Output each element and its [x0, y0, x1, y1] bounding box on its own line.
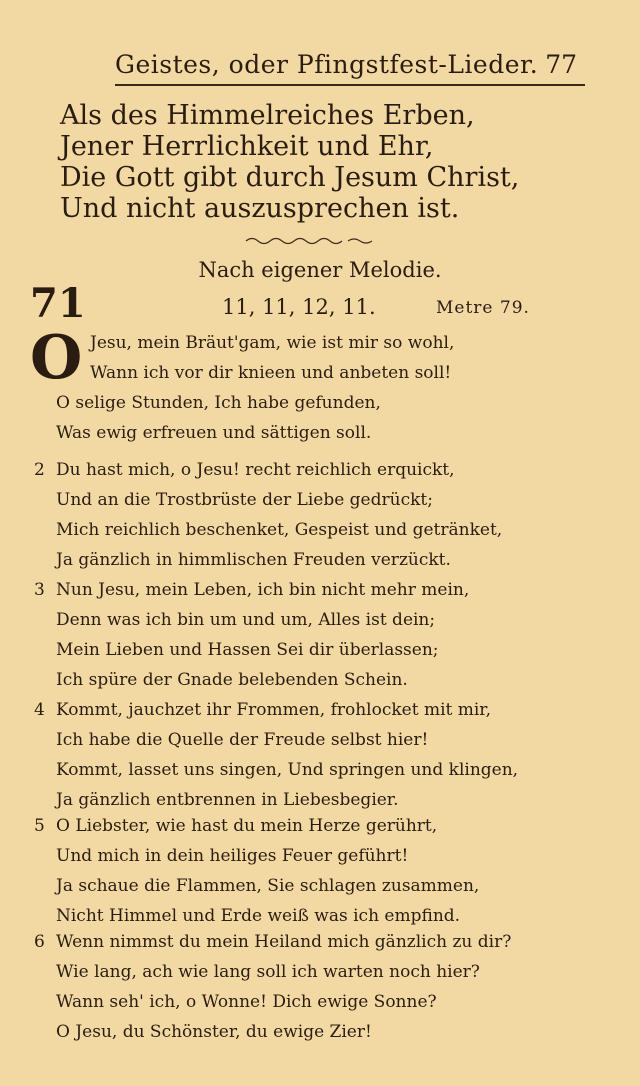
stanza-line: Mein Lieben und Hassen Sei dir überlassen;: [56, 640, 439, 660]
stanza-line: Kommt, jauchzet ihr Frommen, frohlocket mit mir,: [56, 700, 491, 720]
drop-cap: O: [30, 323, 83, 393]
stanza-line: Wann ich vor dir knieen und anbeten soll!: [90, 363, 452, 383]
hymn-number: 71: [30, 280, 86, 327]
stanza-line: Ja gänzlich entbrennen in Liebesbegier.: [56, 790, 399, 810]
stanza-line: Wie lang, ach wie lang soll ich warten noch hier?: [56, 962, 480, 982]
running-head-title: Geistes, oder Pfingstfest-Lieder.: [115, 50, 539, 79]
stanza-line: Und mich in dein heiliges Feuer geführt!: [56, 846, 409, 866]
stanza-line: Ja gänzlich in himmlischen Freuden verzückt.: [56, 550, 451, 570]
stanza-line: O selige Stunden, Ich habe gefunden,: [56, 393, 381, 413]
melody-heading: Nach eigener Melodie.: [198, 258, 442, 282]
stanza-line: Du hast mich, o Jesu! recht reichlich erquickt,: [56, 460, 455, 480]
meter-numbers: 11, 11, 12, 11.: [222, 295, 376, 319]
stanza-line: Und an die Trostbrüste der Liebe gedrückt;: [56, 490, 433, 510]
stanza-line: Ich habe die Quelle der Freude selbst hier!: [56, 730, 429, 750]
stanza-line: Wenn nimmst du mein Heiland mich gänzlich zu dir?: [56, 932, 512, 952]
stanza-line: Kommt, lasset uns singen, Und springen und klingen,: [56, 760, 519, 780]
stanza-line: O Liebster, wie hast du mein Herze gerührt,: [56, 816, 438, 836]
verse-line: Die Gott gibt durch Jesum Christ,: [60, 162, 520, 193]
stanza-number: 2: [34, 460, 45, 480]
running-head: [115, 48, 585, 86]
stanza-line: Wann seh' ich, o Wonne! Dich ewige Sonne?: [56, 992, 437, 1012]
stanza-line: Mich reichlich beschenket, Gespeist und getränket,: [56, 520, 503, 540]
stanza-line: O Jesu, du Schönster, du ewige Zier!: [56, 1022, 372, 1042]
stanza-number: 3: [34, 580, 45, 600]
stanza-line: Denn was ich bin um und um, Alles ist dein;: [56, 610, 436, 630]
stanza-line: Ich spüre der Gnade belebenden Schein.: [56, 670, 408, 690]
meter-label: Metre 79.: [436, 298, 530, 318]
stanza-number: 4: [34, 700, 45, 720]
stanza-line: Nicht Himmel und Erde weiß was ich empfind.: [56, 906, 461, 926]
stanza-number: 6: [34, 932, 45, 952]
page-number: 77: [545, 50, 577, 79]
verse-line: Als des Himmelreiches Erben,: [60, 100, 475, 131]
verse-line: Und nicht auszusprechen ist.: [60, 193, 460, 224]
verse-line: Jener Herrlichkeit und Ehr,: [60, 131, 434, 162]
stanza-line: Jesu, mein Bräut'gam, wie ist mir so wohl,: [90, 333, 455, 353]
stanza-number: 5: [34, 816, 45, 836]
stanza-line: Was ewig erfreuen und sättigen soll.: [56, 423, 372, 443]
ornament-divider: [244, 234, 374, 248]
stanza-line: Nun Jesu, mein Leben, ich bin nicht mehr mein,: [56, 580, 470, 600]
stanza-line: Ja schaue die Flammen, Sie schlagen zusammen,: [56, 876, 480, 896]
verse-continuation: [60, 100, 519, 224]
